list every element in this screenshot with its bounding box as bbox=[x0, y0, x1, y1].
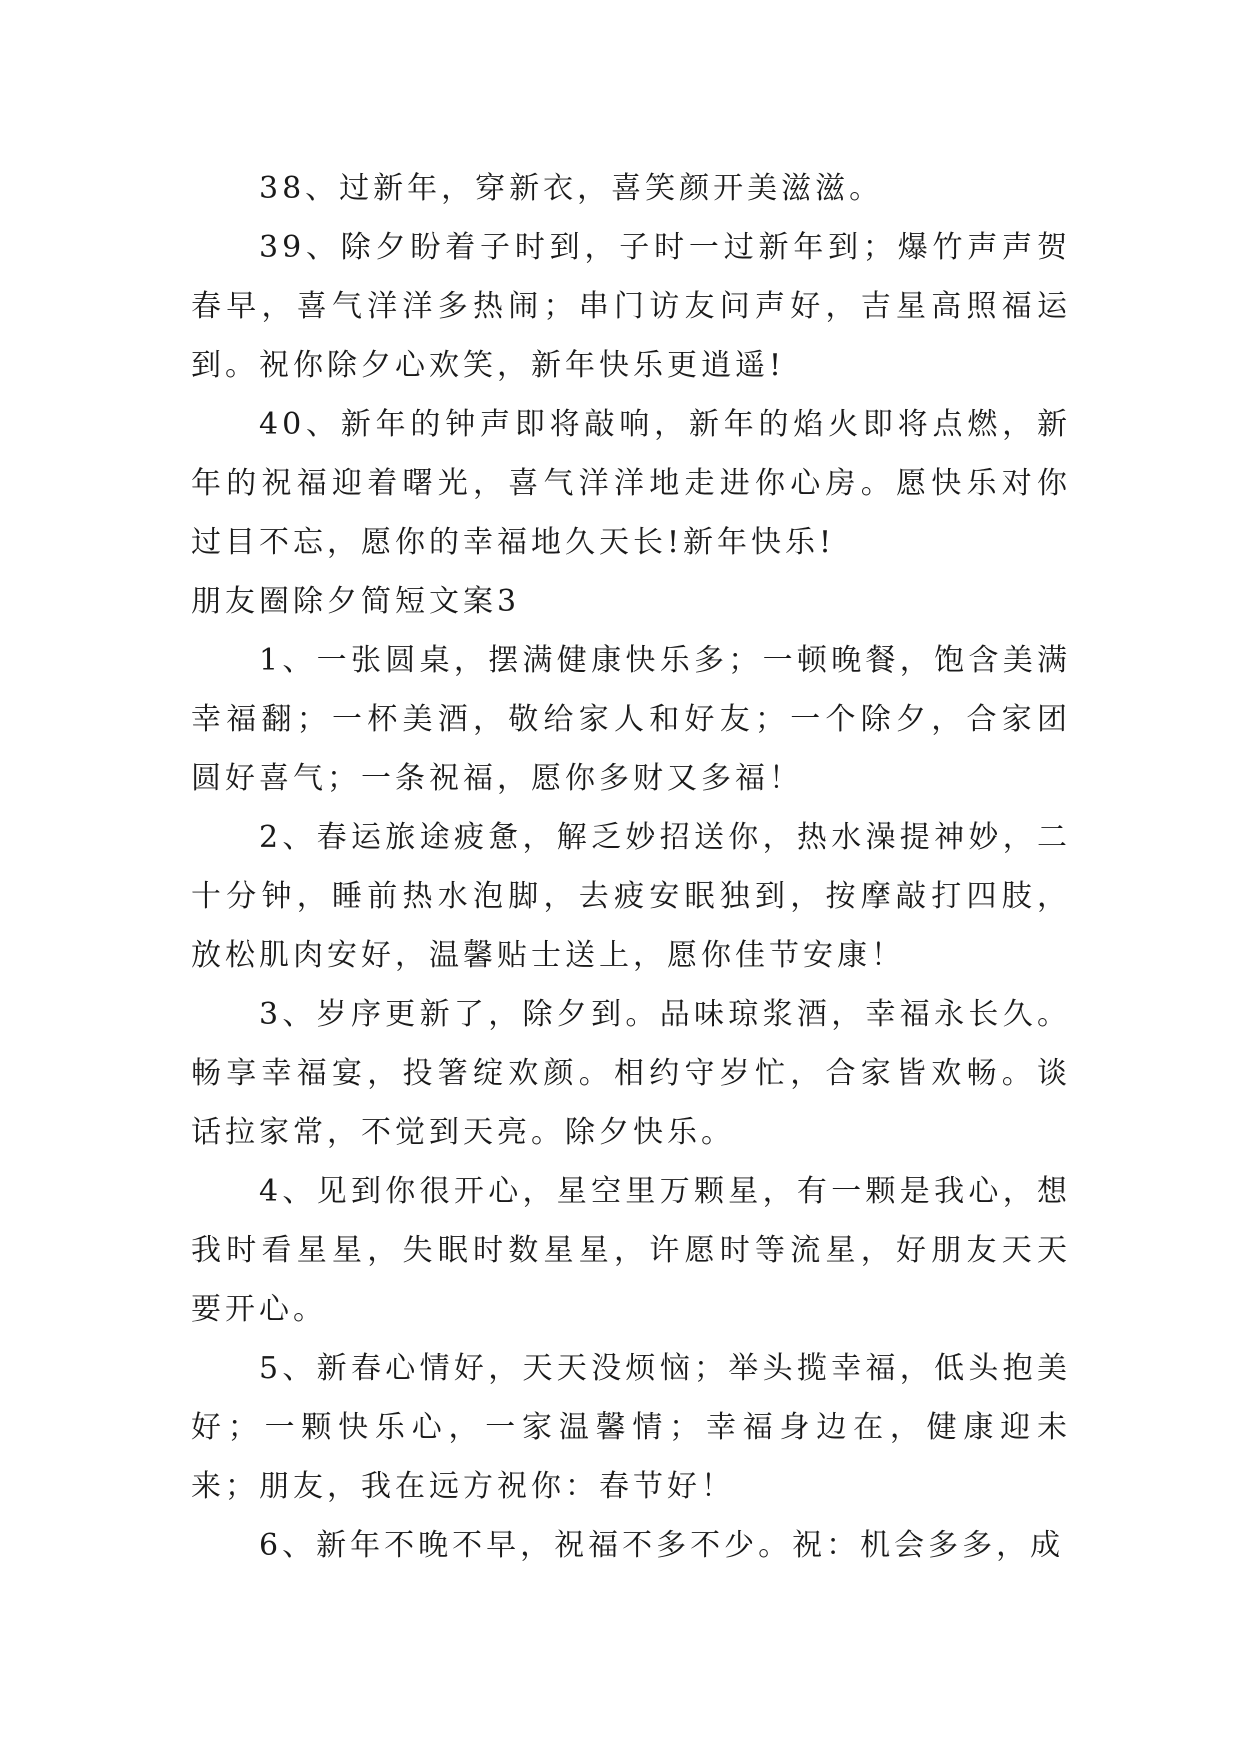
list-item: 6、新年不晚不早，祝福不多不少。祝：机会多多，成 bbox=[259, 1528, 1065, 1563]
list-item: 3、岁序更新了，除夕到。品味琼浆酒，幸福永长久。畅享幸福宴，投箸绽欢颜。相约守岁忙，合家皆欢畅。谈话拉家常，不觉到天亮。除夕快乐。 bbox=[191, 997, 1071, 1150]
list-item: 38、过新年，穿新衣，喜笑颜开美滋滋。 bbox=[259, 171, 884, 206]
list-item: 2、春运旅途疲惫，解乏妙招送你，热水澡提神妙，二十分钟，睡前热水泡脚，去疲安眠独到，按摩敲打四肢，放松肌肉安好，温馨贴士送上，愿你佳节安康！ bbox=[191, 820, 1071, 973]
list-item: 5、新春心情好，天天没烦恼；举头揽幸福，低头抱美好；一颗快乐心，一家温馨情；幸福身边在，健康迎未来；朋友，我在远方祝你：春节好！ bbox=[191, 1351, 1071, 1504]
list-item: 39、除夕盼着子时到，子时一过新年到；爆竹声声贺春早，喜气洋洋多热闹；串门访友问声好，吉星高照福运到。祝你除夕心欢笑，新年快乐更逍遥! bbox=[191, 230, 1071, 383]
section-heading: 朋友圈除夕简短文案3 bbox=[191, 584, 521, 619]
list-item: 1、一张圆桌，摆满健康快乐多；一顿晚餐，饱含美满幸福翻；一杯美酒，敬给家人和好友；一个除夕，合家团圆好喜气；一条祝福，愿你多财又多福！ bbox=[191, 643, 1071, 796]
list-item: 40、新年的钟声即将敲响，新年的焰火即将点燃，新年的祝福迎着曙光，喜气洋洋地走进你心房。愿快乐对你过目不忘，愿你的幸福地久天长!新年快乐! bbox=[191, 407, 1071, 560]
document-body bbox=[191, 159, 1071, 1575]
list-item: 4、见到你很开心，星空里万颗星，有一颗是我心，想我时看星星，失眠时数星星，许愿时等流星，好朋友天天要开心。 bbox=[191, 1174, 1071, 1327]
